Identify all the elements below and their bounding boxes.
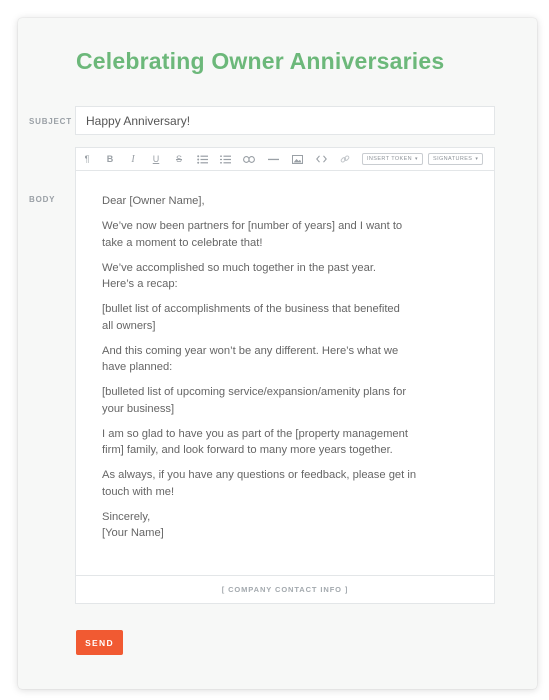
underline-button[interactable] <box>147 148 165 170</box>
body-line: Here’s a recap: <box>102 278 178 290</box>
body-line: Sincerely, <box>102 510 151 523</box>
editor-toolbar <box>76 148 494 171</box>
code-button[interactable] <box>312 148 330 170</box>
body-line: all owners] <box>102 319 156 332</box>
send-button[interactable]: SEND <box>76 630 123 655</box>
body-paragraph <box>102 509 422 542</box>
link-icon <box>243 156 255 163</box>
body-paragraph <box>102 301 422 334</box>
body-line: touch with me! <box>102 485 175 498</box>
link-button[interactable] <box>240 148 258 170</box>
body-line: We’ve now been partners for [number of years] and I want to <box>102 220 403 232</box>
numbered-list-icon <box>220 155 231 164</box>
body-paragraph <box>102 193 422 210</box>
body-line: As always, if you have any questions or feedback, please get in <box>102 469 417 481</box>
email-body-text[interactable] <box>102 193 422 550</box>
unlink-button[interactable] <box>336 148 354 170</box>
bold-icon: B <box>106 154 114 164</box>
body-line: [bulleted list of upcoming service/expansion/amenity plans for <box>102 386 407 398</box>
signatures-label: SIGNATURES <box>433 156 473 162</box>
horizontal-rule-button[interactable] <box>264 148 282 170</box>
numbered-list-button[interactable] <box>216 148 234 170</box>
italic-icon: I <box>131 153 135 165</box>
horizontal-rule-icon <box>268 158 279 161</box>
bulleted-list-button[interactable] <box>193 148 211 170</box>
chevron-down-icon: ▾ <box>475 156 479 162</box>
body-line: [bullet list of accomplishments of the business that benefited <box>102 303 400 315</box>
body-label: BODY <box>29 195 56 204</box>
page-title: Celebrating Owner Anniversaries <box>76 48 445 74</box>
chevron-down-icon: ▾ <box>415 156 418 162</box>
body-line: your business] <box>102 402 175 415</box>
body-line: have planned: <box>102 361 173 373</box>
body-line: I am so glad to have you as part of the [property management <box>102 427 408 440</box>
italic-button[interactable] <box>124 148 142 170</box>
strikethrough-button[interactable] <box>170 148 188 170</box>
underline-icon: U <box>152 154 160 164</box>
code-icon <box>316 155 327 163</box>
body-line: And this coming year won’t be any different. Here’s what we <box>102 344 399 357</box>
unlink-icon <box>340 154 350 164</box>
bulleted-list-icon <box>197 155 208 164</box>
body-line: firm] family, and look forward to many more years together. <box>102 444 393 456</box>
subject-label: SUBJECT <box>29 117 72 126</box>
body-paragraph <box>102 426 422 459</box>
strikethrough-icon: S <box>175 154 182 164</box>
company-contact-footer: [ COMPANY CONTACT INFO ] <box>76 575 494 603</box>
bold-button[interactable] <box>101 148 119 170</box>
paragraph-button[interactable] <box>78 148 96 170</box>
body-line: Dear [Owner Name], <box>102 195 205 207</box>
subject-input[interactable] <box>75 106 495 135</box>
signatures-dropdown[interactable] <box>428 153 483 165</box>
image-icon <box>292 155 303 164</box>
email-template-card <box>18 18 537 689</box>
insert-token-dropdown[interactable] <box>362 153 423 165</box>
body-line: [Your Name] <box>102 527 164 539</box>
body-paragraph <box>102 343 422 376</box>
body-line: We’ve accomplished so much together in the past year. <box>102 261 377 274</box>
body-paragraph <box>102 218 422 251</box>
body-editor[interactable] <box>75 147 495 604</box>
body-paragraph <box>102 384 422 417</box>
paragraph-icon: ¶ <box>84 154 90 164</box>
image-button[interactable] <box>288 148 306 170</box>
insert-token-label: INSERT TOKEN <box>367 156 413 162</box>
body-paragraph <box>102 467 422 500</box>
body-line: take a moment to celebrate that! <box>102 236 263 249</box>
body-paragraph <box>102 260 422 293</box>
